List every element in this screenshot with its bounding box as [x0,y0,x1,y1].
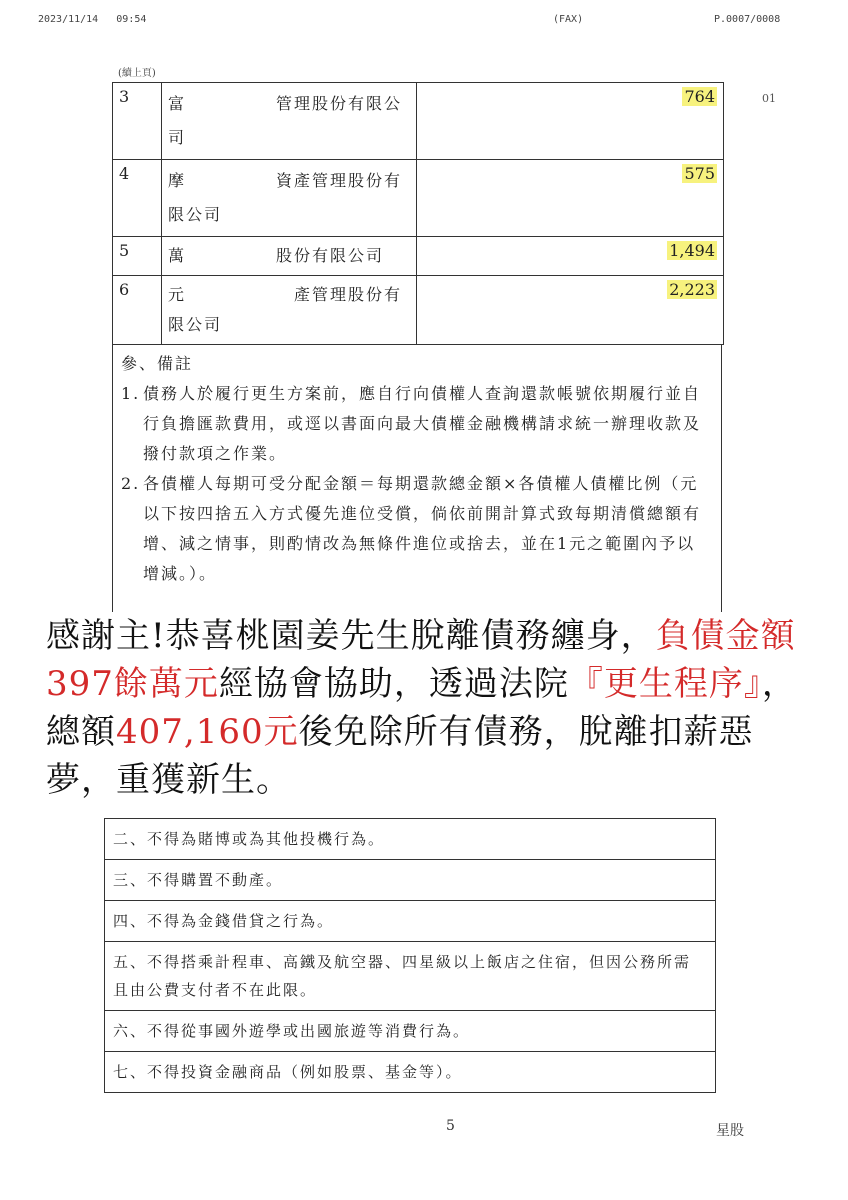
table-row: 四、不得為金錢借貸之行為。 [105,901,716,942]
fax-header [0,14,848,30]
note-item: 2. 各債權人每期可受分配金額＝每期還款總金額×各債權人債權比例（元以下按四捨五入方式優先進位受償，倘依前開計算式致每期清償總額有增、減之情事，則酌情改為無條件進位或捨去，並在1元之範圍內予以增減。）。 [121,474,702,583]
fax-date: 2023/11/14 09:54 [38,14,147,25]
row-number: 4 [113,160,162,237]
creditor-name: 萬 股份有限公司 [162,237,417,276]
signature-stamp: 星股 [716,1123,744,1139]
restrictions-table [104,818,716,1093]
creditor-amount: 575 [417,160,724,237]
row-number: 6 [113,276,162,345]
creditor-amount: 2,223 [417,276,724,345]
table-row [113,276,724,345]
table-row: 三、不得購置不動產。 [105,860,716,901]
table-row [113,237,724,276]
creditor-name: 元 產管理股份有 限公司 [162,276,417,345]
notes-section [112,345,722,615]
row-number: 3 [113,83,162,160]
testimonial-banner: 感謝主!恭喜桃園姜先生脫離債務纏身，負債金額397餘萬元經協會協助，透過法院『更生程序』，總額407,160元後免除所有債務，脫離扣薪惡夢，重獲新生。 [46,612,806,812]
notes-title: 參、備註 [121,354,194,373]
table-row [113,83,724,160]
creditor-amount: 1,494 [417,237,724,276]
continued-note: (續上頁) [118,68,156,79]
table-row [113,160,724,237]
creditor-name: 摩 資產管理股份有 限公司 [162,160,417,237]
page-number: 5 [446,1118,455,1134]
table-row: 二、不得為賭博或為其他投機行為。 [105,819,716,860]
table-row: 五、不得搭乘計程車、高鐵及航空器、四星級以上飯店之住宿，但因公務所需且由公費支付者不在此限。 [105,942,716,1011]
margin-mark: 01 [762,92,776,105]
creditor-amount: 764 [417,83,724,160]
creditor-table [112,82,724,345]
note-item: 1. 債務人於履行更生方案前，應自行向債權人查詢還款帳號依期履行並自行負擔匯款費用，或逕以書面向最大債權金融機構請求統一辦理收款及撥付款項之作業。 [121,384,702,463]
creditor-name: 富 管理股份有限公 司 [162,83,417,160]
table-row: 六、不得從事國外遊學或出國旅遊等消費行為。 [105,1011,716,1052]
fax-page-number: P.0007/0008 [714,14,781,25]
row-number: 5 [113,237,162,276]
fax-mark: (FAX) [553,14,584,25]
table-row: 七、不得投資金融商品（例如股票、基金等）。 [105,1052,716,1093]
